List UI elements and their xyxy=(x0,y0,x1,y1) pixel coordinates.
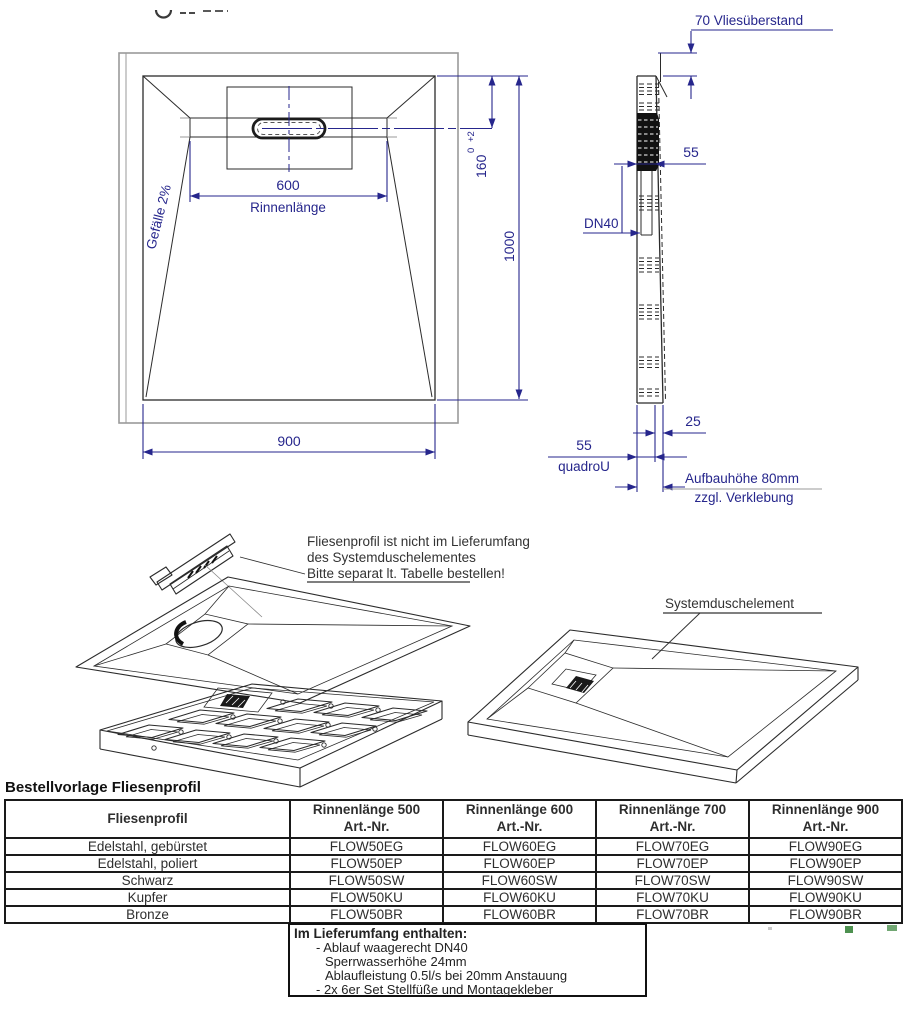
dim-width xyxy=(143,404,435,459)
column-header-rinnenlaenge-700: Rinnenlänge 700 Art.-Nr. xyxy=(596,800,749,838)
exploded-iso-view xyxy=(76,534,530,787)
panel-drain-hole xyxy=(173,616,226,653)
table-row: Bronze FLOW50BR FLOW60BR FLOW70BR FLOW90BR xyxy=(5,906,902,923)
dim-length-value: 1000 xyxy=(501,230,517,262)
dim-rinnenlaenge-value: 600 xyxy=(276,177,300,193)
build-height-label2: zzgl. Verklebung xyxy=(694,490,794,505)
profile-note-line2: des Systemduschelementes xyxy=(307,550,476,565)
dim-drain-size xyxy=(583,166,640,233)
base-plate xyxy=(100,684,442,787)
side-section-view xyxy=(548,13,833,505)
assembled-iso-view xyxy=(468,596,858,783)
dim-rinnenlaenge-label: Rinnenlänge xyxy=(250,200,326,215)
profile-note-line3: Bitte separat lt. Tabelle bestellen! xyxy=(307,566,505,581)
scope-line: - Ablauf waagerecht DN40 xyxy=(316,940,468,955)
profile-note-line1: Fliesenprofil ist nicht im Lieferumfang xyxy=(307,534,530,549)
column-header-rinnenlaenge-900: Rinnenlänge 900 Art.-Nr. xyxy=(749,800,902,838)
dim-width-value: 900 xyxy=(277,433,301,449)
scope-line: Ablaufleistung 0.5l/s bei 20mm Anstauung xyxy=(325,967,568,983)
tile-profile-piece xyxy=(150,534,235,594)
dim-drain-offset-tol-lower: 0 xyxy=(466,147,477,153)
order-table-title: Bestellvorlage Fliesenprofil xyxy=(5,779,201,796)
dim-bottom-depth-value: 55 xyxy=(576,437,592,453)
scope-line: Sperrwasserhöhe 24mm xyxy=(325,953,467,969)
scope-title: Im Lieferumfang enthalten: xyxy=(294,926,468,941)
drain-size-label: DN40 xyxy=(584,216,619,231)
dim-drain-offset-value: 160 xyxy=(473,154,489,178)
dim-fleece-overhang xyxy=(658,13,833,99)
dim-build-height xyxy=(615,471,822,505)
slope-label: Gefälle 2% xyxy=(143,183,174,251)
table-row: Schwarz FLOW50SW FLOW60SW FLOW70SW FLOW90SW xyxy=(5,872,902,889)
scope-of-delivery-box xyxy=(288,923,647,997)
scan-artifact xyxy=(768,927,772,930)
table-row: Edelstahl, poliert FLOW50EP FLOW60EP FLOW70EP FLOW90EP xyxy=(5,855,902,872)
dim-drain-offset-tol-upper: +2 xyxy=(466,131,477,142)
plan-view xyxy=(119,53,528,459)
series-label: quadroU xyxy=(558,459,610,474)
dim-length xyxy=(437,76,528,400)
profile-note xyxy=(307,534,530,582)
cropped-logo-fragment xyxy=(156,10,228,18)
build-height-label: Aufbauhöhe 80mm xyxy=(684,471,800,486)
shower-panel xyxy=(76,577,470,703)
element-label-group xyxy=(652,596,822,659)
dim-drain-offset xyxy=(437,76,528,178)
scan-artifact xyxy=(887,925,897,931)
element-label: Systemduschelement xyxy=(665,596,795,611)
order-table xyxy=(4,799,903,924)
table-row: Kupfer FLOW50KU FLOW60KU FLOW70KU FLOW90KU xyxy=(5,889,902,906)
table-row: Edelstahl, gebürstet FLOW50EG FLOW60EG FLOW70EG FLOW90EG xyxy=(5,838,902,855)
scan-artifact xyxy=(845,926,853,933)
dim-bottom-depth xyxy=(548,437,687,474)
dim-channel-depth-value: 55 xyxy=(683,144,699,160)
drain-body-section xyxy=(637,113,659,235)
dim-top-offset xyxy=(633,413,706,433)
dim-top-offset-value: 25 xyxy=(685,413,701,429)
table-header-row xyxy=(5,800,902,838)
column-header-rinnenlaenge-500: Rinnenlänge 500 Art.-Nr. xyxy=(290,800,443,838)
dim-rinnenlaenge xyxy=(190,141,387,215)
column-header-rinnenlaenge-600: Rinnenlänge 600 Art.-Nr. xyxy=(443,800,596,838)
scope-line: - 2x 6er Set Stellfüße und Montagekleber xyxy=(316,981,554,997)
column-header-fliesenprofil: Fliesenprofil xyxy=(5,800,290,838)
fleece-overhang-label: 70 Vliesüberstand xyxy=(695,13,804,28)
